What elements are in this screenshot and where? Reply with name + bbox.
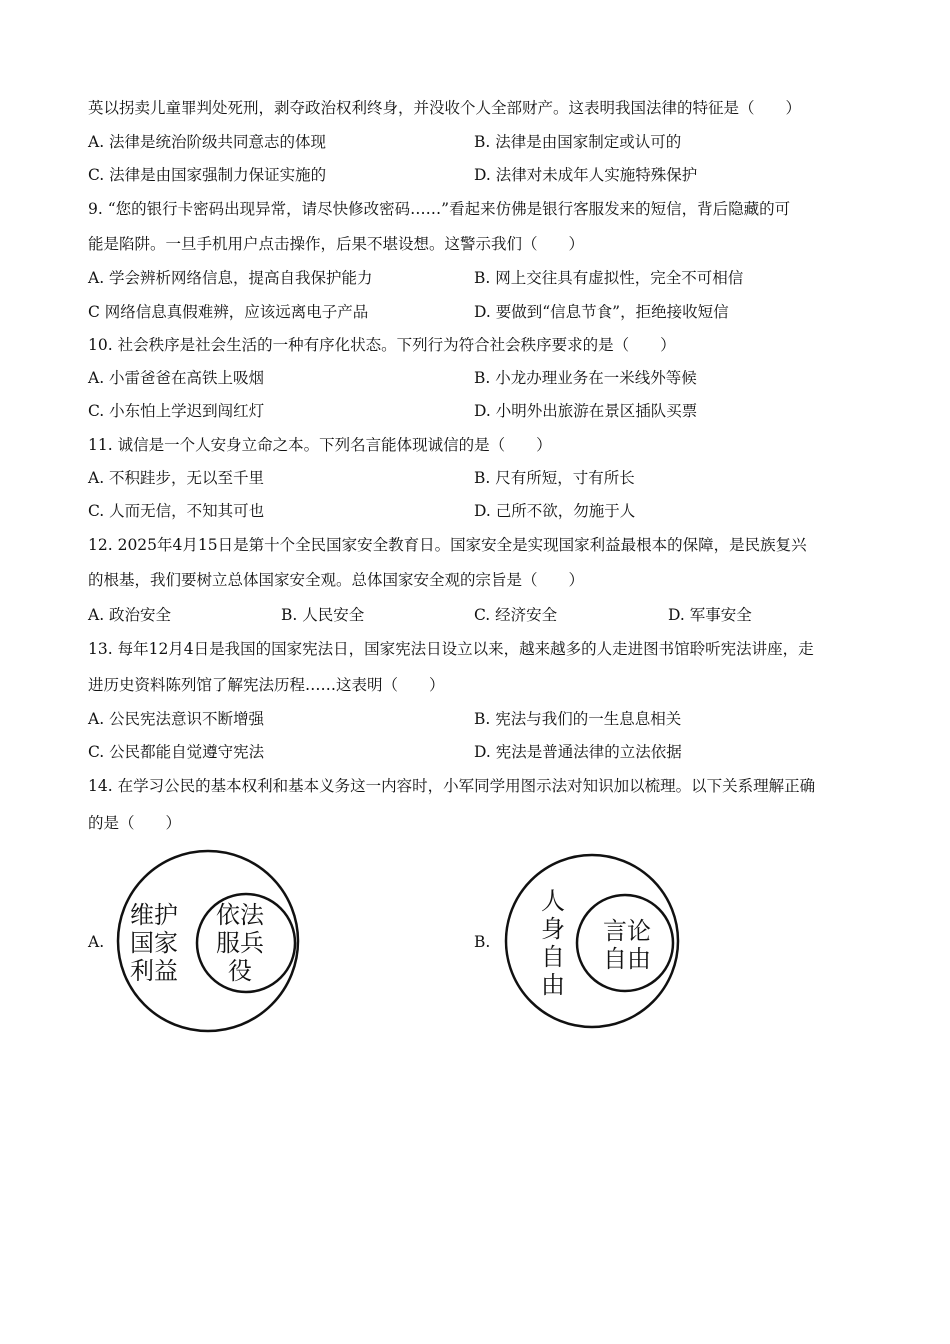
- question-11-stem: 11. 诚信是一个人安身立命之本。下列名言能体现诚信的是（ ）: [88, 436, 552, 454]
- question-11-option-c: C. 人而无信，不知其可也: [88, 502, 265, 520]
- question-9-stem-line1: 9. “您的银行卡密码出现异常，请尽快修改密码……”看起来仿佛是银行客服发来的短信，背后隐藏的可: [88, 200, 791, 218]
- question-9-option-b: B. 网上交往具有虚拟性，完全不可相信: [474, 269, 744, 287]
- option-c: C. 法律是由国家强制力保证实施的: [88, 166, 327, 184]
- outer-text-line2: 身: [541, 915, 565, 943]
- question-14-stem-line2: 的是（ ）: [88, 814, 182, 832]
- question-13-option-a: A. 公民宪法意识不断增强: [88, 710, 265, 728]
- inner-text-line2: 自由: [603, 945, 651, 973]
- outer-circle: [506, 855, 678, 1027]
- inner-text-line1: 言论: [603, 917, 651, 945]
- option-d: D. 法律对未成年人实施特殊保护: [474, 166, 698, 184]
- question-9-option-a: A. 学会辨析网络信息，提高自我保护能力: [88, 269, 373, 287]
- question-12-stem-line2: 的根基，我们要树立总体国家安全观。总体国家安全观的宗旨是（ ）: [88, 571, 585, 589]
- question-13-stem-line1: 13. 每年12月4日是我国的国家宪法日，国家宪法日设立以来，越来越多的人走进图书馆聆听宪法讲座，走: [88, 640, 814, 658]
- question-9-stem-line2: 能是陷阱。一旦手机用户点击操作，后果不堪设想。这警示我们（ ）: [88, 235, 585, 253]
- diagram-b-label: B.: [474, 933, 491, 951]
- venn-diagram-b: [500, 845, 690, 1040]
- question-8-stem-tail: 英以拐卖儿童罪判处死刑，剥夺政治权利终身，并没收个人全部财产。这表明我国法律的特征是（ ）: [88, 99, 802, 117]
- outer-text-line3: 自: [541, 943, 565, 971]
- outer-text-line1: 人: [541, 887, 565, 915]
- question-10-option-b: B. 小龙办理业务在一米线外等候: [474, 369, 697, 387]
- question-13-option-c: C. 公民都能自觉遵守宪法: [88, 743, 265, 761]
- question-9-option-c: C 网络信息真假难辨，应该远离电子产品: [88, 303, 369, 321]
- outer-text-line1: 维护: [130, 901, 178, 929]
- diagram-a-label: A.: [88, 933, 105, 951]
- option-a: A. 法律是统治阶级共同意志的体现: [88, 133, 327, 151]
- question-11-option-a: A. 不积跬步，无以至千里: [88, 469, 265, 487]
- question-12-stem-line1: 12. 2025年4月15日是第十个全民国家安全教育日。国家安全是实现国家利益最根本的保障，是民族复兴: [88, 536, 807, 554]
- question-12-option-a: A. 政治安全: [88, 606, 172, 624]
- question-10-option-d: D. 小明外出旅游在景区插队买票: [474, 402, 698, 420]
- question-14-stem-line1: 14. 在学习公民的基本权利和基本义务这一内容时，小军同学用图示法对知识加以梳理。以下关系理解正确: [88, 777, 816, 795]
- question-10-option-c: C. 小东怕上学迟到闯红灯: [88, 402, 265, 420]
- outer-text-line3: 利益: [130, 957, 178, 985]
- inner-text-line2: 服兵: [216, 929, 264, 957]
- outer-text-line2: 国家: [130, 929, 178, 957]
- question-11-option-b: B. 尺有所短，寸有所长: [474, 469, 635, 487]
- inner-text-line3: 役: [228, 957, 252, 985]
- question-12-option-c: C. 经济安全: [474, 606, 558, 624]
- question-13-stem-line2: 进历史资料陈列馆了解宪法历程……这表明（ ）: [88, 676, 445, 694]
- question-13-option-d: D. 宪法是普通法律的立法依据: [474, 743, 682, 761]
- outer-text-line4: 由: [541, 971, 565, 999]
- venn-diagram-a: [110, 845, 310, 1040]
- question-9-option-d: D. 要做到“信息节食”，拒绝接收短信: [474, 303, 729, 321]
- question-10-option-a: A. 小雷爸爸在高铁上吸烟: [88, 369, 265, 387]
- option-b: B. 法律是由国家制定或认可的: [474, 133, 682, 151]
- question-13-option-b: B. 宪法与我们的一生息息相关: [474, 710, 682, 728]
- question-11-option-d: D. 己所不欲，勿施于人: [474, 502, 636, 520]
- question-12-option-d: D. 军事安全: [668, 606, 752, 624]
- inner-text-line1: 依法: [216, 901, 264, 929]
- question-10-stem: 10. 社会秩序是社会生活的一种有序化状态。下列行为符合社会秩序要求的是（ ）: [88, 336, 676, 354]
- question-12-option-b: B. 人民安全: [281, 606, 365, 624]
